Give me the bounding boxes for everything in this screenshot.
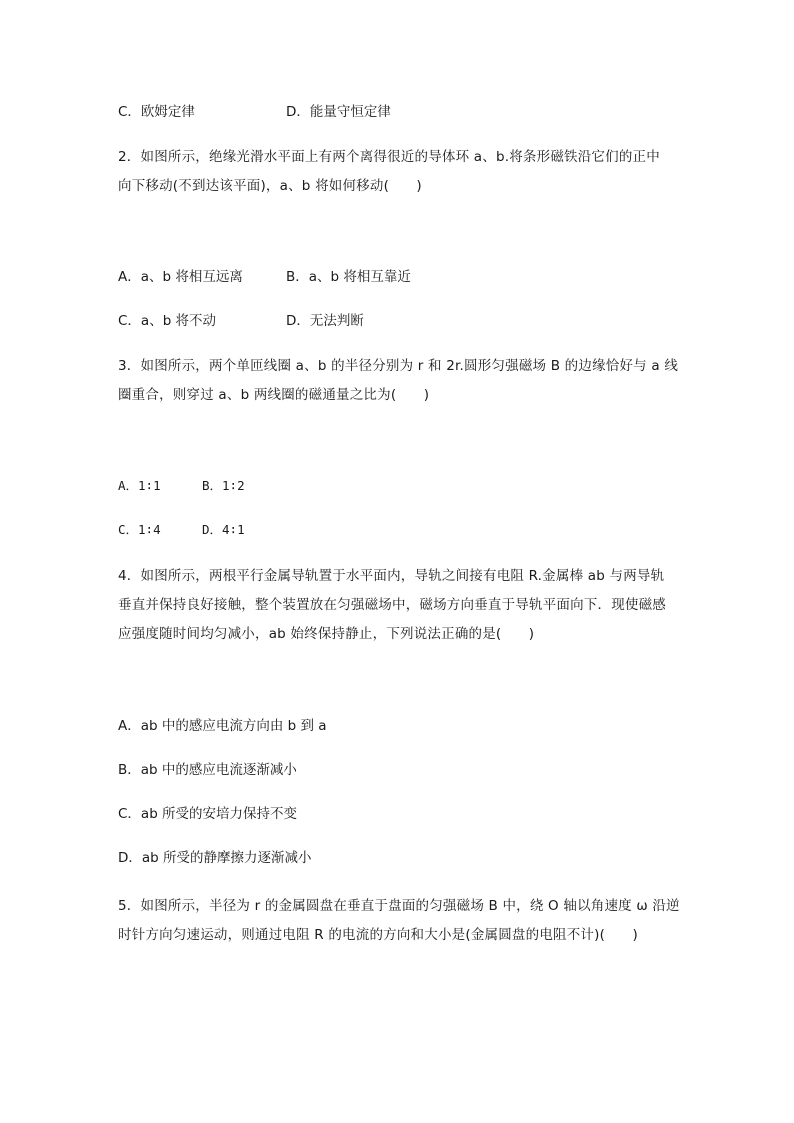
- question-3: [118, 352, 678, 410]
- q2-option-a: A．a、b 将相互远离: [118, 269, 243, 285]
- question-3-line-2: 圈重合，则穿过 a、b 两线圈的磁通量之比为( ): [118, 387, 430, 403]
- q1-option-c: C．欧姆定律: [118, 104, 195, 120]
- question-3-line-1: 3．如图所示，两个单匝线圈 a、b 的半径分别为 r 和 2r.圆形匀强磁场 B 的边缘恰好与 a 线: [118, 358, 679, 374]
- q2-option-d: D．无法判断: [286, 313, 364, 329]
- q2-option-c: C．a、b 将不动: [118, 313, 217, 329]
- question-4-line-1: 4．如图所示，两根平行金属导轨置于水平面内，导轨之间接有电阻 R.金属棒 ab 与两导轨: [118, 568, 665, 584]
- question-5-line-2: 时针方向匀速运动，则通过电阻 R 的电流的方向和大小是(金属圆盘的电阻不计)( ): [118, 927, 638, 943]
- question-2-line-1: 2．如图所示，绝缘光滑水平面上有两个离得很近的导体环 a、b.将条形磁铁沿它们的正中: [118, 149, 660, 165]
- q1-option-d: D．能量守恒定律: [286, 104, 391, 120]
- q3-option-d: D．4∶1: [202, 522, 245, 537]
- question-5-line-1: 5．如图所示，半径为 r 的金属圆盘在垂直于盘面的匀强磁场 B 中，绕 O 轴以角速度 ω 沿逆: [118, 898, 680, 914]
- q4-option-a: A．ab 中的感应电流方向由 b 到 a: [118, 718, 327, 734]
- q4-option-c: C．ab 所受的安培力保持不变: [118, 806, 298, 822]
- q3-option-c: C．1∶4: [118, 522, 161, 537]
- question-5: [118, 892, 678, 950]
- question-4-line-3: 应强度随时间均匀减小，ab 始终保持静止，下列说法正确的是( ): [118, 626, 535, 642]
- q2-option-b: B．a、b 将相互靠近: [286, 269, 411, 285]
- q3-option-b: B．1∶2: [202, 478, 245, 493]
- question-2-line-2: 向下移动(不到达该平面)，a、b 将如何移动( ): [118, 178, 422, 194]
- q4-option-b: B．ab 中的感应电流逐渐减小: [118, 762, 297, 778]
- q4-option-d: D．ab 所受的静摩擦力逐渐减小: [118, 850, 312, 866]
- question-4-line-2: 垂直并保持良好接触，整个装置放在匀强磁场中，磁场方向垂直于导轨平面向下．现使磁感: [118, 597, 666, 613]
- question-2: [118, 143, 678, 201]
- question-4: [118, 562, 678, 649]
- q3-option-a: A．1∶1: [118, 478, 161, 493]
